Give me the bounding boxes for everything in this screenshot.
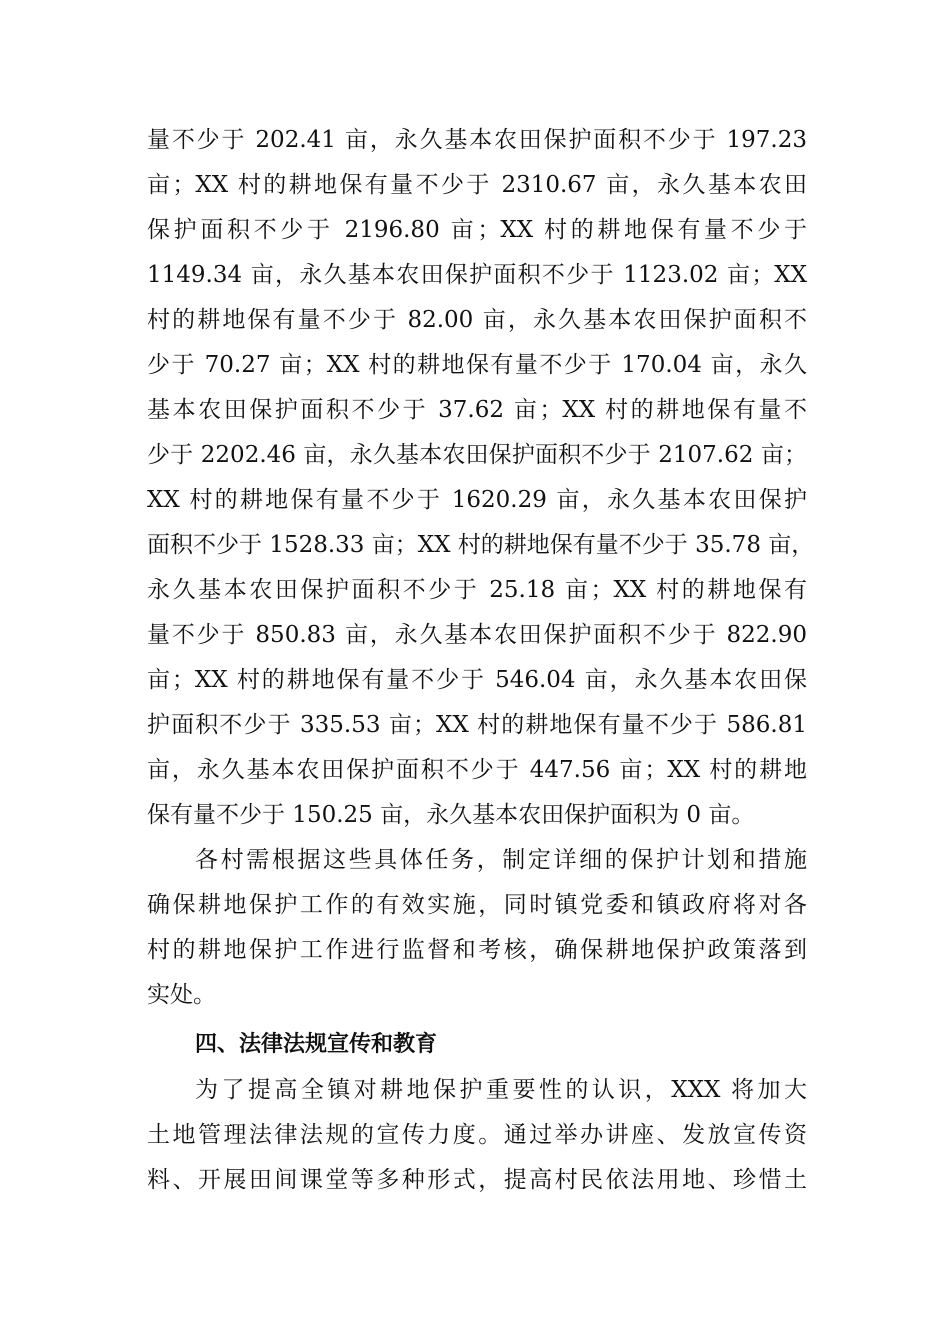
paragraph-land-targets (147, 118, 815, 838)
text-line: 料、开展田间课堂等多种形式，提高村民依法用地、珍惜土 (147, 1167, 807, 1193)
paragraph-village-plans (147, 838, 807, 1018)
text-line: 土地管理法律法规的宣传力度。通过举办讲座、发放宣传资 (147, 1122, 807, 1148)
text-line: 永久基本农田保护面积不少于 25.18 亩；XX 村的耕地保有 (147, 577, 807, 603)
text-line: 各村需根据这些具体任务，制定详细的保护计划和措施 (195, 847, 807, 873)
text-line: 量不少于 202.41 亩，永久基本农田保护面积不少于 197.23 (147, 127, 807, 153)
text-line: 村的耕地保护工作进行监督和考核，确保耕地保护政策落到 (147, 937, 807, 963)
text-line: 少于 2202.46 亩，永久基本农田保护面积不少于 2107.62 亩； (147, 442, 807, 468)
text-line: 保护面积不少于 2196.80 亩；XX 村的耕地保有量不少于 (147, 217, 807, 243)
text-line: 1149.34 亩，永久基本农田保护面积不少于 1123.02 亩；XX (147, 262, 807, 288)
text-line: 亩；XX 村的耕地保有量不少于 2310.67 亩，永久基本农田 (147, 172, 807, 198)
text-line: 亩；XX 村的耕地保有量不少于 546.04 亩，永久基本农田保 (147, 667, 807, 693)
text-line: 基本农田保护面积不少于 37.62 亩；XX 村的耕地保有量不 (147, 397, 807, 423)
text-line: 村的耕地保有量不少于 82.00 亩，永久基本农田保护面积不 (147, 307, 807, 333)
text-line: 面积不少于 1528.33 亩；XX 村的耕地保有量不少于 35.78 亩， (147, 532, 815, 558)
section-heading: 四、法律法规宣传和教育 (195, 1032, 438, 1057)
text-line: 确保耕地保护工作的有效实施，同时镇党委和镇政府将对各 (147, 892, 807, 918)
text-line: 保有量不少于 150.25 亩，永久基本农田保护面积为 0 亩。 (147, 802, 755, 828)
text-line: 量不少于 850.83 亩，永久基本农田保护面积不少于 822.90 (147, 622, 807, 648)
paragraph-legal-education (147, 1068, 807, 1203)
text-line: 亩，永久基本农田保护面积不少于 447.56 亩；XX 村的耕地 (147, 757, 807, 783)
document-body (147, 118, 815, 1203)
text-line: XX 村的耕地保有量不少于 1620.29 亩，永久基本农田保护 (147, 487, 807, 513)
text-line: 少于 70.27 亩；XX 村的耕地保有量不少于 170.04 亩，永久 (147, 352, 807, 378)
text-line: 为了提高全镇对耕地保护重要性的认识，XXX 将加大 (195, 1077, 807, 1103)
text-line: 实处。 (147, 982, 216, 1008)
text-line: 护面积不少于 335.53 亩；XX 村的耕地保有量不少于 586.81 (147, 712, 807, 738)
